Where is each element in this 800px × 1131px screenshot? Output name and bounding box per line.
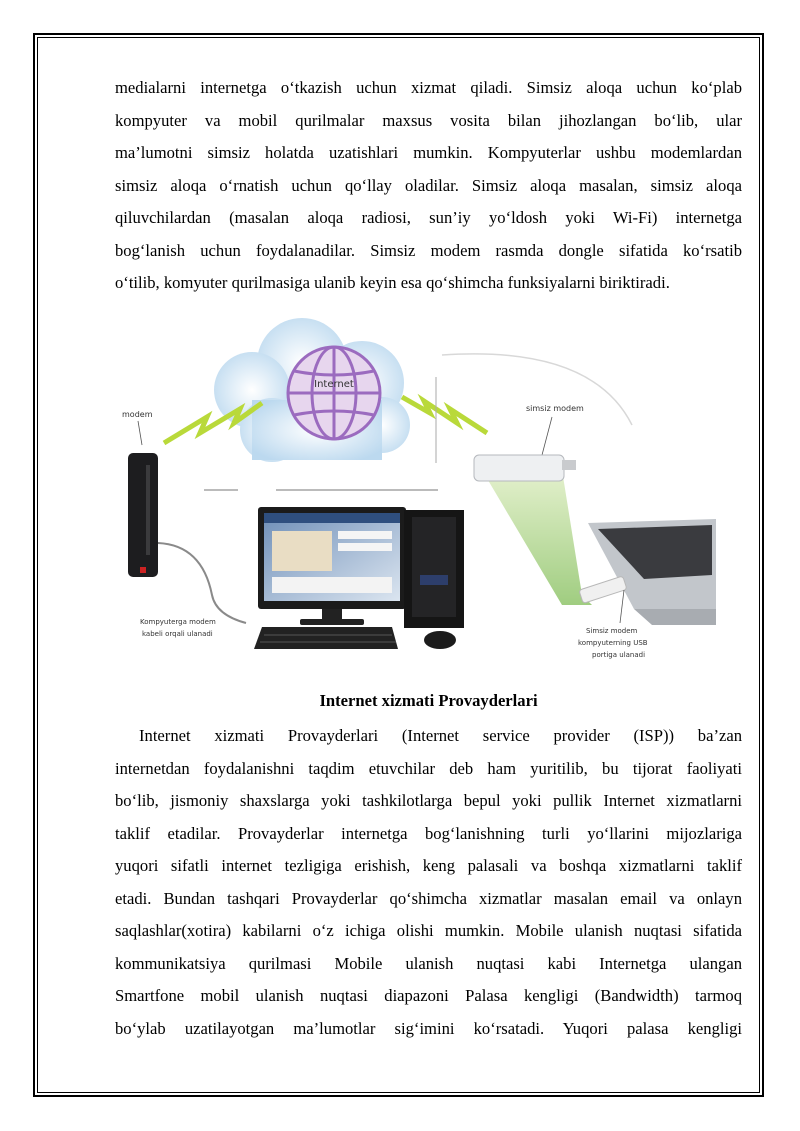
internet-connection-illustration xyxy=(112,305,718,677)
usb-caption-line1: Simsiz modem xyxy=(586,627,638,635)
text-line: kommunikatsiya qurilmasi Mobile ulanish nuqtasi kabi Internetga ulangan xyxy=(115,953,742,973)
text-line: kompyuter va mobil qurilmalar maxsus vosita bilan jihozlangan bo‘lib, ular xyxy=(115,110,742,130)
mouse-device xyxy=(424,631,456,649)
text-line: o‘tilib, komyuter qurilmasiga ulanib keyin esa qo‘shimcha funksiyalarni biriktiradi. xyxy=(115,273,670,292)
modem-label: modem xyxy=(122,410,153,419)
cable-caption-line1: Kompyuterga modem xyxy=(140,618,216,626)
modem-cable xyxy=(158,543,246,623)
section-heading: Internet xizmati Provayderlari xyxy=(319,691,538,710)
usb-caption-line3: portiga ulanadi xyxy=(592,651,646,659)
text-line: bo‘lib, jismoniy shaxslarga yoki tashkilotlarga bepul yoki pullik Internet xizmatlarni xyxy=(115,791,742,810)
pc-tower-device xyxy=(404,510,464,628)
signal-right-icon xyxy=(402,397,487,433)
text-line: qiluvchilardan (masalan aloqa radiosi, sun’iy yo‘ldosh yoki Wi-Fi) internetga xyxy=(115,208,742,227)
usb-caption-line2: kompyuterning USB xyxy=(578,639,648,647)
text-line: ma’lumotni simsiz holatda uzatishlari mumkin. Kompyuterlar ushbu modemlardan xyxy=(115,143,742,162)
monitor-device xyxy=(258,507,406,625)
text-line: internetdan foydalanishni taqdim etuvchilar deb ham yuritilib, bu tijorat faoliyati xyxy=(115,758,742,778)
text-line: bog‘lanish uchun foydalanadilar. Simsiz modem rasmda dongle sifatida ko‘rsatib xyxy=(115,240,742,260)
wireless-beam xyxy=(482,470,592,605)
globe-icon xyxy=(288,347,380,439)
cable-caption-line2: kabeli orqali ulanadi xyxy=(142,630,213,638)
text-line: medialarni internetga o‘tkazish uchun xizmat qiladi. Simsiz aloqa uchun ko‘plab xyxy=(115,78,742,97)
wireless-modem-device xyxy=(474,455,576,481)
text-line: yuqori sifatli internet tezligiga erishish, keng palasali va boshqa xizmatlarni taklif xyxy=(115,856,742,875)
text-line: saqlashlar(xotira) kabilarni o‘z ichiga olishi mumkin. Mobile ulanish nuqtasi sifatida xyxy=(115,921,742,940)
usb-dongle-device xyxy=(579,576,627,604)
internet-label: Internet xyxy=(314,379,354,390)
text-line: Smartfone mobil ulanish nuqtasi diapazoni Palasa kengligi (Bandwidth) tarmoq xyxy=(115,986,742,1005)
wireless-modem-label: simsiz modem xyxy=(526,404,584,413)
text-line: simsiz aloqa o‘rnatish uchun qo‘llay oladilar. Simsiz aloqa masalan, simsiz aloqa xyxy=(115,175,742,195)
text-line: Internet xizmati Provayderlari (Internet service provider (ISP)) ba’zan xyxy=(139,726,742,745)
text-line: etadi. Bundan tashqari Provayderlar qo‘shimcha xizmatlar masalan email va onlayn xyxy=(115,888,742,908)
text-line: bo‘ylab uzatilayotgan ma’lumotlar sig‘imini ko‘rsatadi. Yuqori palasa kengligi xyxy=(115,1018,742,1038)
laptop-device xyxy=(588,519,716,625)
paragraph-wireless xyxy=(115,72,742,300)
text-line: taklif etadilar. Provayderlar internetga bog‘lanishning turli yo‘llarini mijozlariga xyxy=(115,823,742,843)
modem-device xyxy=(128,453,158,577)
connection-arc xyxy=(442,354,632,425)
keyboard-device xyxy=(254,627,398,649)
paragraph-isp xyxy=(115,720,742,1045)
